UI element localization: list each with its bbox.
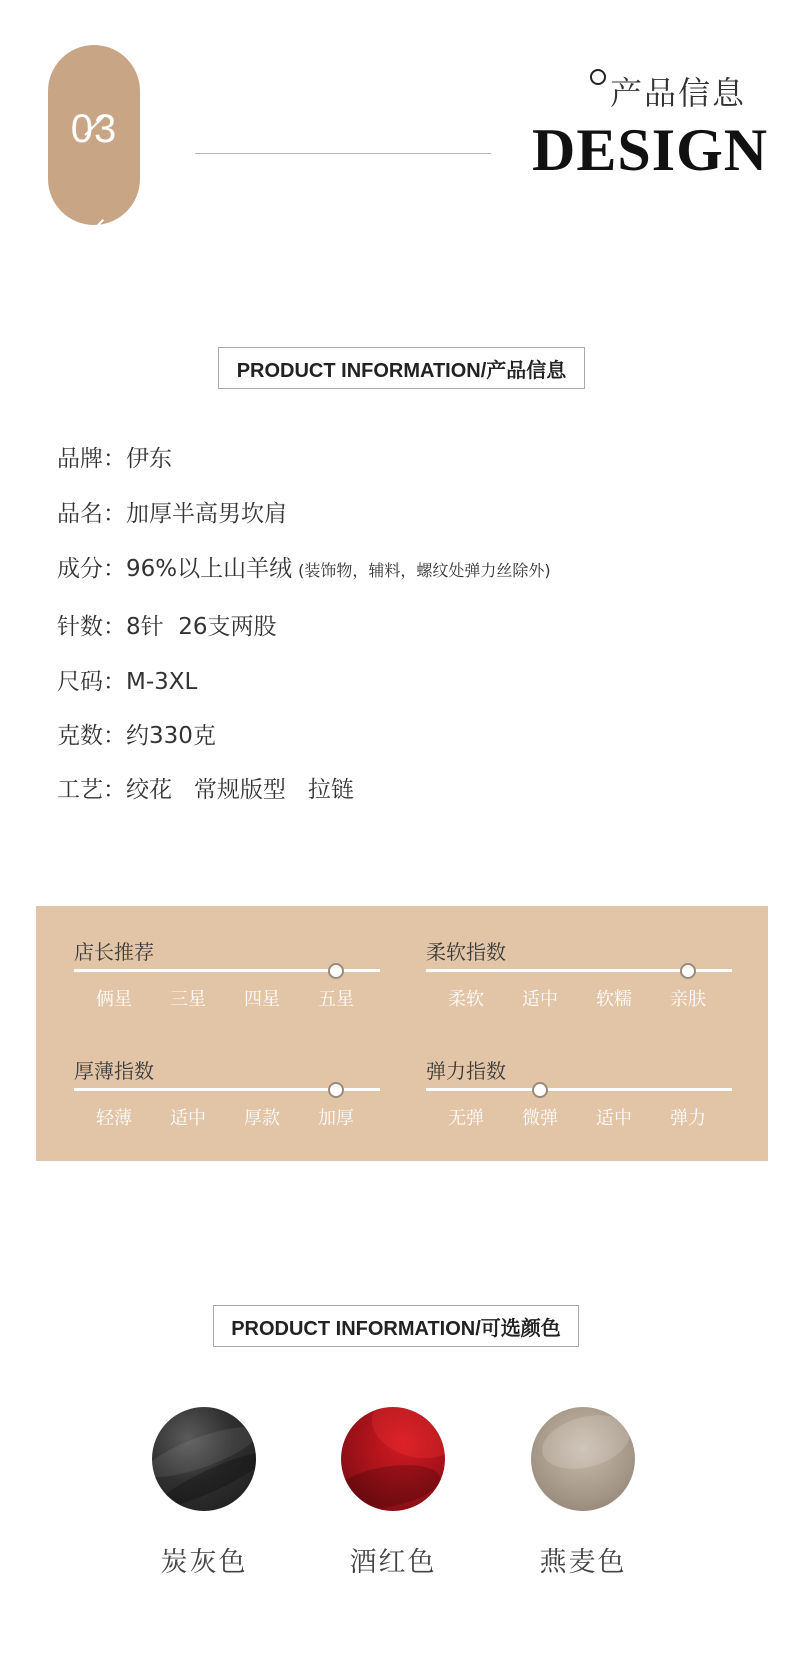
index-panel [36,906,768,1161]
index-label: 柔软 [448,989,484,1010]
index-label: 三星 [170,989,206,1010]
product-info-heading: PRODUCT INFORMATION/产品信息 [218,347,585,389]
index-label: 轻薄 [96,1108,132,1129]
fabric-texture [365,1407,445,1468]
info-value: 约330克 [126,723,216,749]
index-label: 五星 [318,989,354,1010]
index-knob [680,963,696,979]
info-row-brand [57,440,172,473]
info-row-composition [57,550,551,583]
swatch-oat[interactable] [531,1407,635,1511]
info-value: 绞花 常规版型 拉链 [126,777,354,803]
info-label: 品名： [57,501,126,527]
info-label: 克数： [57,723,126,749]
section-number: 03 [70,107,118,151]
info-value: 伊东 [126,446,172,472]
index-label: 亲肤 [670,989,706,1010]
swatch-wine-red[interactable] [341,1407,445,1511]
colors-heading: PRODUCT INFORMATION/可选颜色 [213,1305,579,1347]
header-divider [195,153,491,154]
info-note: (装饰物，辅料，螺纹处弹力丝除外) [298,561,551,580]
swatch-charcoal[interactable] [152,1407,256,1511]
index-label: 微弹 [522,1108,558,1129]
index-title-softness: 柔软指数 [426,940,506,964]
index-label: 适中 [522,989,558,1010]
index-title-recommend: 店长推荐 [74,940,154,964]
info-value: 加厚半高男坎肩 [126,501,287,527]
info-label: 品牌： [57,446,126,472]
info-label: 针数： [57,614,126,640]
info-row-weight [57,717,216,750]
circle-decoration-icon [590,69,606,85]
header-subtitle: 产品信息 [610,74,747,112]
index-label: 软糯 [596,989,632,1010]
info-row-name [57,495,287,528]
color-name-oat: 燕麦色 [539,1547,627,1578]
fabric-texture [341,1458,444,1511]
index-title-thickness: 厚薄指数 [74,1059,154,1083]
index-label: 四星 [244,989,280,1010]
color-name-wine-red: 酒红色 [349,1547,437,1578]
section-number-badge [48,45,140,225]
info-value: M-3XL [126,669,198,695]
info-row-craft [57,771,354,804]
index-label: 无弹 [448,1108,484,1129]
index-knob [532,1082,548,1098]
slash-decoration [84,219,103,238]
info-row-gauge [57,608,277,641]
index-knob [328,1082,344,1098]
index-label: 适中 [170,1108,206,1129]
index-label: 厚款 [244,1108,280,1129]
index-label: 适中 [596,1108,632,1129]
index-track [426,1088,732,1091]
index-label: 俩星 [96,989,132,1010]
info-label: 尺码： [57,669,126,695]
fabric-texture [536,1407,635,1478]
index-label: 弹力 [670,1108,706,1129]
color-name-charcoal: 炭灰色 [160,1547,248,1578]
index-knob [328,963,344,979]
info-row-size [57,663,197,696]
header-title: DESIGN [532,117,769,183]
info-label: 工艺： [57,777,126,803]
index-label: 加厚 [318,1108,354,1129]
info-label: 成分： [57,556,126,582]
index-title-elasticity: 弹力指数 [426,1059,506,1083]
info-value: 96%以上山羊绒 [126,556,293,582]
info-value: 8针 26支两股 [126,614,277,640]
